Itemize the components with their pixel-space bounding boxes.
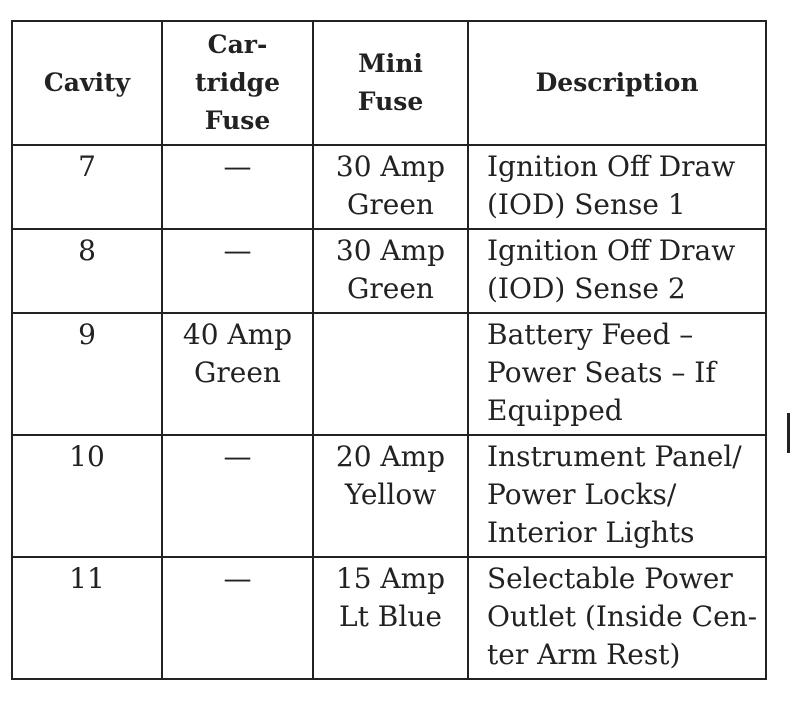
- cartridge-fuse-cell: [162, 229, 313, 313]
- table-row: [12, 145, 766, 229]
- header-description-text: Description: [535, 68, 699, 97]
- header-cartridge-fuse: [162, 21, 313, 145]
- description-line: Power Locks/: [487, 478, 677, 511]
- cartridge-fuse-value: —: [223, 440, 252, 473]
- header-cartridge-line: Fuse: [204, 106, 271, 135]
- header-mini-fuse: [313, 21, 468, 145]
- cavity-cell: [12, 435, 162, 557]
- cartridge-fuse-cell: [162, 557, 313, 679]
- description-line: (IOD) Sense 1: [487, 188, 686, 221]
- description-line: ter Arm Rest): [487, 638, 681, 671]
- mini-fuse-color: Green: [347, 272, 434, 305]
- description-cell: [468, 145, 766, 229]
- header-row: [12, 21, 766, 145]
- header-cartridge-line: Car-: [207, 30, 268, 59]
- mini-fuse-cell: [313, 557, 468, 679]
- table-row: [12, 557, 766, 679]
- mini-fuse-amp: 30 Amp: [335, 150, 446, 183]
- cartridge-fuse-cell: [162, 435, 313, 557]
- cartridge-fuse-cell: [162, 313, 313, 435]
- mini-fuse-cell: [313, 229, 468, 313]
- mini-fuse-color: Yellow: [344, 478, 437, 511]
- header-cavity-text: Cavity: [43, 68, 131, 97]
- header-description: [468, 21, 766, 145]
- table-row: [12, 229, 766, 313]
- description-cell: [468, 313, 766, 435]
- description-line: Ignition Off Draw: [487, 150, 736, 183]
- table-row: [12, 313, 766, 435]
- description-line: Outlet (Inside Cen-: [487, 600, 758, 633]
- cartridge-fuse-amp: 40 Amp: [182, 318, 293, 351]
- cavity-value: 10: [69, 440, 105, 473]
- description-line: Interior Lights: [487, 516, 695, 549]
- page-edge-mark: [787, 413, 790, 453]
- cartridge-fuse-cell: [162, 145, 313, 229]
- mini-fuse-amp: 30 Amp: [335, 234, 446, 267]
- cavity-cell: [12, 313, 162, 435]
- header-mini-line: Mini: [358, 49, 423, 78]
- header-mini-line: Fuse: [357, 87, 424, 116]
- description-line: Power Seats – If: [487, 356, 716, 389]
- description-line: Ignition Off Draw: [487, 234, 736, 267]
- mini-fuse-cell: [313, 145, 468, 229]
- description-line: Battery Feed –: [487, 318, 694, 351]
- table-header: [12, 21, 766, 145]
- table-body: [12, 145, 766, 679]
- cavity-cell: [12, 229, 162, 313]
- mini-fuse-color: Green: [347, 188, 434, 221]
- mini-fuse-color: Lt Blue: [339, 600, 442, 633]
- description-line: Selectable Power: [487, 562, 733, 595]
- cavity-value: 8: [78, 234, 96, 267]
- cavity-value: 9: [78, 318, 96, 351]
- description-cell: [468, 435, 766, 557]
- mini-fuse-cell: [313, 313, 468, 435]
- description-line: Equipped: [487, 394, 623, 427]
- description-cell: [468, 229, 766, 313]
- cavity-cell: [12, 145, 162, 229]
- fuse-table: [11, 20, 767, 680]
- cavity-cell: [12, 557, 162, 679]
- header-cartridge-line: tridge: [194, 68, 281, 97]
- cavity-value: 11: [69, 562, 105, 595]
- cartridge-fuse-color: Green: [194, 356, 281, 389]
- mini-fuse-cell: [313, 435, 468, 557]
- header-cavity: [12, 21, 162, 145]
- description-line: (IOD) Sense 2: [487, 272, 686, 305]
- cartridge-fuse-value: —: [223, 234, 252, 267]
- description-cell: [468, 557, 766, 679]
- cavity-value: 7: [78, 150, 96, 183]
- mini-fuse-amp: 15 Amp: [335, 562, 446, 595]
- mini-fuse-amp: 20 Amp: [335, 440, 446, 473]
- description-line: Instrument Panel/: [487, 440, 742, 473]
- table-row: [12, 435, 766, 557]
- cartridge-fuse-value: —: [223, 562, 252, 595]
- cartridge-fuse-value: —: [223, 150, 252, 183]
